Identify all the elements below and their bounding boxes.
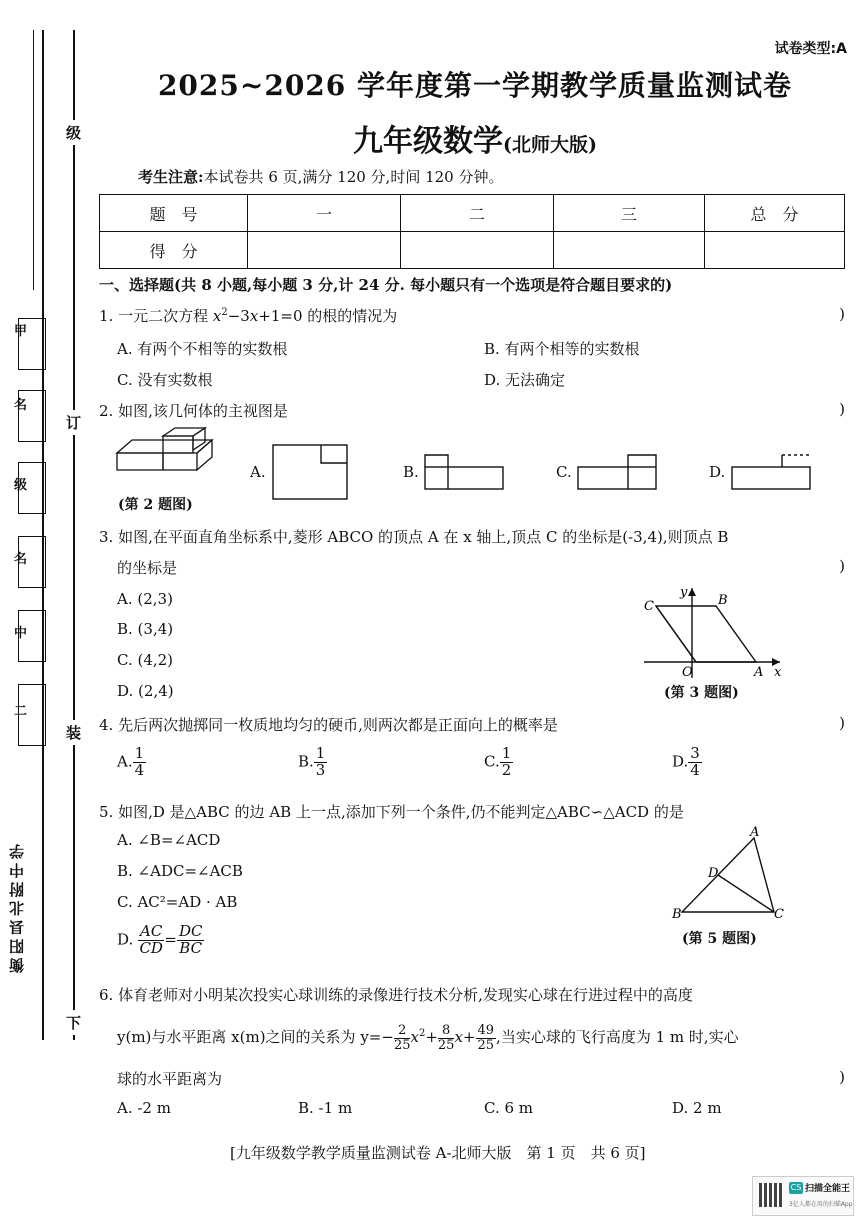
subtitle-main: 九年级数学 xyxy=(353,124,503,159)
q5-triangle-figure xyxy=(670,825,790,928)
q5-option-a[interactable]: A. ∠B=∠ACD xyxy=(117,831,221,849)
q3-stem-line2: 的坐标是 xyxy=(117,559,178,577)
q4-option-d[interactable] xyxy=(672,746,702,779)
margin-box-char-4: 名 xyxy=(14,552,28,567)
paper-type-label: 试卷类型:A xyxy=(774,41,847,57)
q4-option-c-letter: C. xyxy=(484,752,500,771)
q2-option-a-label[interactable]: A. xyxy=(250,463,266,481)
q1-option-b[interactable]: B. 有两个相等的实数根 xyxy=(484,340,640,358)
q1-stem: 1. 一元二次方程 $x^2-3x+1=0$ 的根的情况为 xyxy=(99,307,398,325)
q4-option-d-fraction: $\frac{3}{4}$ xyxy=(690,744,700,779)
q2-option-c-figure[interactable] xyxy=(577,454,657,490)
q4-answer-paren[interactable]: ) xyxy=(839,714,845,732)
q3-stem-line1: 3. 如图,在平面直角坐标系中,菱形 ABCO 的顶点 A 在 x 轴上,顶点 C 的坐标是(-3,4),则顶点 B xyxy=(99,528,729,546)
margin-school-strip: 衡阳县北附中学 xyxy=(8,840,26,973)
q2-figure-caption: (第 2 题图) xyxy=(118,497,193,513)
margin-label-ding: 订 xyxy=(66,410,81,435)
margin-box-char-1: 甲 xyxy=(14,324,28,339)
q3-rhombus-figure xyxy=(640,584,790,684)
margin-box-char-2: 名 xyxy=(14,398,28,413)
score-cell[interactable] xyxy=(705,232,845,269)
q5-option-b[interactable]: B. ∠ADC=∠ACB xyxy=(117,862,243,880)
q2-option-b-figure[interactable] xyxy=(424,454,504,490)
q3-label-x: x xyxy=(774,665,782,680)
q6-answer-paren[interactable]: ) xyxy=(839,1068,845,1086)
q3-label-y: y xyxy=(680,585,688,600)
q3-label-b: B xyxy=(718,593,728,608)
margin-box-char-6: 二 xyxy=(14,704,28,719)
q5-label-c: C xyxy=(774,907,784,922)
q3-option-a[interactable]: A. (2,3) xyxy=(117,590,173,608)
q5-option-d-letter: D. xyxy=(117,930,134,949)
q4-option-b[interactable] xyxy=(298,746,327,779)
q4-option-b-letter: B. xyxy=(298,752,314,771)
q6-option-d[interactable]: D. 2 m xyxy=(672,1099,722,1117)
q6-coef-2: $\frac{8}{25}$ xyxy=(437,1023,455,1053)
q6-stem-line1: 6. 体育老师对小明某次投实心球训练的录像进行技术分析,发现实心球在行进过程中的高度 xyxy=(99,986,693,1004)
qr-code-icon xyxy=(759,1183,783,1207)
margin-box-char-3: 级 xyxy=(14,478,28,493)
q1-option-c[interactable]: C. 没有实数根 xyxy=(117,371,213,389)
q4-stem: 4. 先后两次抛掷同一枚质地均匀的硬币,则两次都是正面向上的概率是 xyxy=(99,716,558,734)
score-row-label: 得 分 xyxy=(100,232,248,269)
q6-stem-line2: y(m)与水平距离 x(m)之间的关系为 y=− $\frac{2}{25}$ $x^2+$ $\frac{8}{25}$ x+ $\frac{49}{25}$ ,当实心球的飞行高度为 1 m 时,实心 xyxy=(117,1023,739,1053)
q4-option-c[interactable] xyxy=(484,746,513,779)
page-footer: [九年级数学教学质量监测试卷 A-北师大版 第 1 页 共 6 页] xyxy=(230,1144,646,1162)
q5-label-d: D xyxy=(708,866,719,881)
q2-solid-figure xyxy=(115,428,215,488)
q2-option-a-figure[interactable] xyxy=(272,444,348,500)
margin-box-char-5: 中 xyxy=(14,626,28,641)
score-cell[interactable] xyxy=(248,232,401,269)
scanner-app-name: 扫描全能王 xyxy=(805,1184,851,1194)
q1-option-a[interactable]: A. 有两个不相等的实数根 xyxy=(117,340,288,358)
q1-option-d[interactable]: D. 无法确定 xyxy=(484,371,566,389)
q5-option-d[interactable]: D. $\frac{AC}{CD}$ = $\frac{DC}{BC}$ xyxy=(117,922,203,957)
q6-line2-post: ,当实心球的飞行高度为 1 m 时,实心 xyxy=(496,1028,739,1047)
q6-line2-pre: y(m)与水平距离 x(m)之间的关系为 y=− xyxy=(117,1028,394,1047)
margin-label-class: 级 xyxy=(66,120,81,145)
score-header-cell: 二 xyxy=(401,195,554,232)
q1-answer-paren[interactable]: ) xyxy=(839,305,845,323)
q6-stem-line3: 球的水平距离为 xyxy=(117,1070,223,1088)
q3-option-b[interactable]: B. (3,4) xyxy=(117,620,174,638)
scanner-badge-icon: CS xyxy=(790,1183,802,1192)
score-cell[interactable] xyxy=(401,232,554,269)
q2-option-c-label[interactable]: C. xyxy=(556,463,572,481)
q3-answer-paren[interactable]: ) xyxy=(839,557,845,575)
q5-option-d-fraction-right: $\frac{DC}{BC}$ xyxy=(178,922,203,957)
q5-label-a: A xyxy=(750,825,760,840)
q6-option-c[interactable]: C. 6 m xyxy=(484,1099,534,1117)
q5-option-c[interactable]: C. AC²=AD · AB xyxy=(117,893,238,911)
q2-option-d-figure[interactable] xyxy=(731,454,811,490)
q2-answer-paren[interactable]: ) xyxy=(839,400,845,418)
q5-option-d-fraction-left: $\frac{AC}{CD}$ xyxy=(139,922,163,957)
margin-line-inner xyxy=(73,30,75,1040)
q5-figure-caption: (第 5 题图) xyxy=(682,931,757,947)
q3-label-a: A xyxy=(754,665,764,680)
q2-option-b-label[interactable]: B. xyxy=(403,463,419,481)
q3-option-d[interactable]: D. (2,4) xyxy=(117,682,174,700)
q3-label-c: C xyxy=(644,599,654,614)
score-table-score-row xyxy=(100,232,845,269)
exam-subtitle xyxy=(95,116,855,160)
q4-option-c-fraction: $\frac{1}{2}$ xyxy=(501,744,512,779)
score-header-cell: 总 分 xyxy=(705,195,845,232)
q3-label-o: O xyxy=(682,665,693,680)
q3-figure-caption: (第 3 题图) xyxy=(664,685,739,701)
q4-option-a-letter: A. xyxy=(117,752,133,771)
q1-stem-post: 的根的情况为 xyxy=(302,307,398,325)
q2-option-d-label[interactable]: D. xyxy=(709,463,726,481)
q4-option-a[interactable] xyxy=(117,746,146,779)
q4-option-b-fraction: $\frac{1}{3}$ xyxy=(315,744,326,779)
score-header-cell: 题 号 xyxy=(100,195,248,232)
margin-label-zhuang: 装 xyxy=(66,720,81,745)
q3-option-c[interactable]: C. (4,2) xyxy=(117,651,174,669)
q6-coef-1: $\frac{2}{25}$ xyxy=(393,1023,411,1053)
margin-label-xia: 下 xyxy=(66,1010,81,1035)
notice-label: 考生注意: xyxy=(138,168,204,186)
q6-option-a[interactable]: A. -2 m xyxy=(117,1099,171,1117)
q1-stem-pre: 1. 一元二次方程 xyxy=(99,307,213,325)
score-header-cell: 三 xyxy=(554,195,705,232)
q2-stem: 2. 如图,该几何体的主视图是 xyxy=(99,402,288,420)
section-1-header: 一、选择题(共 8 小题,每小题 3 分,计 24 分. 每小题只有一个选项是符合题目要求的) xyxy=(99,276,673,294)
q6-option-b[interactable]: B. -1 m xyxy=(298,1099,353,1117)
score-header-cell: 一 xyxy=(248,195,401,232)
q4-option-d-letter: D. xyxy=(672,752,689,771)
notice-text: 本试卷共 6 页,满分 120 分,时间 120 分钟。 xyxy=(203,168,504,186)
scanner-app-tagline: 3亿人都在用的扫描App xyxy=(789,1201,853,1208)
q6-coef-3: $\frac{49}{25}$ xyxy=(477,1023,495,1053)
score-table xyxy=(99,194,845,269)
scanner-watermark xyxy=(752,1176,854,1216)
margin-line-dotted xyxy=(33,30,34,290)
exam-notice xyxy=(138,166,504,187)
score-cell[interactable] xyxy=(554,232,705,269)
exam-title: 2025~2026 学年度第一学期教学质量监测试卷 xyxy=(157,69,793,102)
q5-label-b: B xyxy=(672,907,682,922)
score-table-header-row xyxy=(100,195,845,232)
subtitle-edition: (北师大版) xyxy=(503,134,597,156)
q5-stem: 5. 如图,D 是△ABC 的边 AB 上一点,添加下列一个条件,仍不能判定△ABC∽△ACD 的是 xyxy=(99,803,684,821)
q4-option-a-fraction: $\frac{1}{4}$ xyxy=(134,744,145,779)
